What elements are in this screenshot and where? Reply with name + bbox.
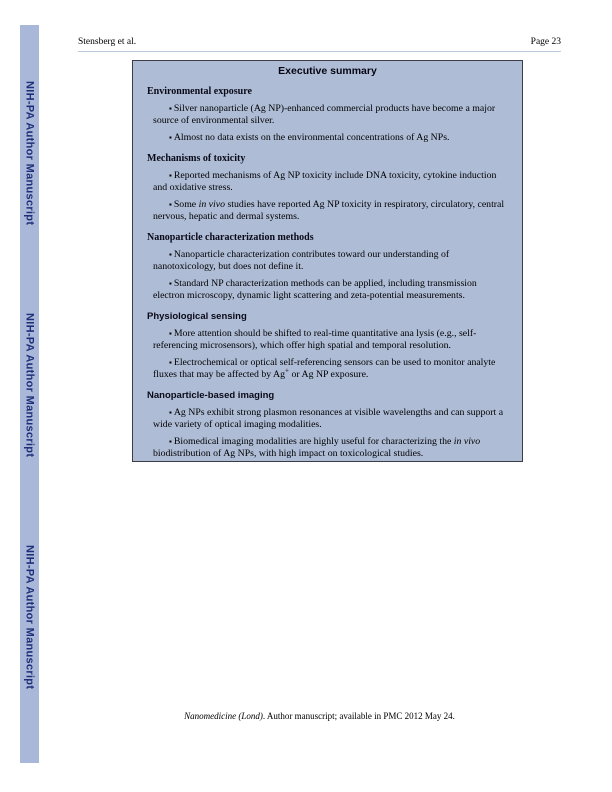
- header-rule: [78, 51, 561, 52]
- nih-pa-watermark: NIH-PA Author Manuscript: [23, 80, 36, 226]
- bullet-marker: ▪: [169, 358, 174, 367]
- bullet-marker: ▪: [169, 279, 174, 288]
- bullet-marker: ▪: [169, 104, 174, 113]
- summary-sections: [147, 85, 508, 460]
- bullet-item: [153, 103, 508, 127]
- bullet-text: +: [285, 366, 289, 375]
- bullet-item: [153, 328, 508, 352]
- bullet-marker: ▪: [169, 200, 174, 209]
- bullet-item: [153, 199, 508, 223]
- bullet-text: Nanoparticle characterization contributes toward our understanding of nanotoxicology, but does not define it.: [153, 249, 450, 272]
- bullet-text: Some: [173, 199, 199, 210]
- bullet-item: [153, 436, 508, 460]
- citation-text: . Author manuscript; available in PMC 2012 May 24.: [262, 711, 455, 721]
- bullet-text: or Ag NP exposure.: [289, 369, 369, 380]
- bullet-text: Silver nanoparticle (Ag NP)-enhanced commercial products have become a major source of environmental silver.: [153, 103, 496, 126]
- bullet-text: biodistribution of Ag NPs, with high impact on toxicological studies.: [153, 448, 424, 459]
- bullet-text: Almost no data exists on the environmental concentrations of Ag NPs.: [173, 132, 450, 143]
- executive-summary-title: Executive summary: [278, 65, 377, 77]
- bullet-text: Electrochemical or optical self-referencing sensors can be used to monitor analyte fluxes that may be affected by Ag: [153, 357, 496, 380]
- nih-pa-sidebar: [20, 25, 39, 763]
- bullet-text: Standard NP characterization methods can be applied, including transmission electron microscopy, dynamic light scattering and zeta-potential measurements.: [153, 278, 477, 301]
- bullet-marker: ▪: [169, 171, 174, 180]
- bullet-item: [153, 170, 508, 194]
- executive-summary-box: [132, 60, 523, 462]
- bullet-text: in vivo: [453, 436, 481, 447]
- nih-pa-watermark: NIH-PA Author Manuscript: [23, 312, 36, 458]
- section-heading: Mechanisms of toxicity: [147, 153, 246, 164]
- bullet-marker: ▪: [169, 437, 174, 446]
- bullet-text: Biomedical imaging modalities are highly useful for characterizing the: [173, 436, 454, 447]
- bullet-marker: ▪: [169, 250, 174, 259]
- section-heading: Environmental exposure: [147, 86, 252, 97]
- nih-pa-watermark: NIH-PA Author Manuscript: [23, 544, 36, 690]
- bullet-marker: ▪: [169, 329, 174, 338]
- bullet-text: Reported mechanisms of Ag NP toxicity include DNA toxicity, cytokine induction and oxidative stress.: [153, 170, 497, 193]
- page-number: Page 23: [530, 37, 561, 47]
- bullet-text: More attention should be shifted to real-time quantitative ana lysis (e.g., self-referencing microsensors), which offer high spatial and temporal resolution.: [153, 328, 477, 351]
- section-heading: Nanoparticle-based imaging: [147, 390, 275, 401]
- journal-name: Nanomedicine (Lond): [184, 711, 263, 721]
- bullet-item: [153, 407, 508, 431]
- bullet-item: [153, 249, 508, 273]
- bullet-item: [153, 357, 508, 381]
- citation-footer: [78, 711, 561, 721]
- bullet-text: studies have reported Ag NP toxicity in respiratory, circulatory, central nervous, hepatic and dermal systems.: [153, 199, 505, 222]
- section-heading: Physiological sensing: [147, 311, 247, 322]
- bullet-marker: ▪: [169, 408, 174, 417]
- section-heading: Nanoparticle characterization methods: [147, 232, 314, 243]
- bullet-text: in vivo: [198, 199, 225, 210]
- running-head-author: Stensberg et al.: [78, 37, 137, 47]
- bullet-item: [153, 278, 508, 302]
- bullet-item: [153, 132, 508, 144]
- bullet-text: Ag NPs exhibit strong plasmon resonances at visible wavelengths and can support a wide variety of optical imaging modalities.: [153, 407, 504, 430]
- bullet-marker: ▪: [169, 133, 174, 142]
